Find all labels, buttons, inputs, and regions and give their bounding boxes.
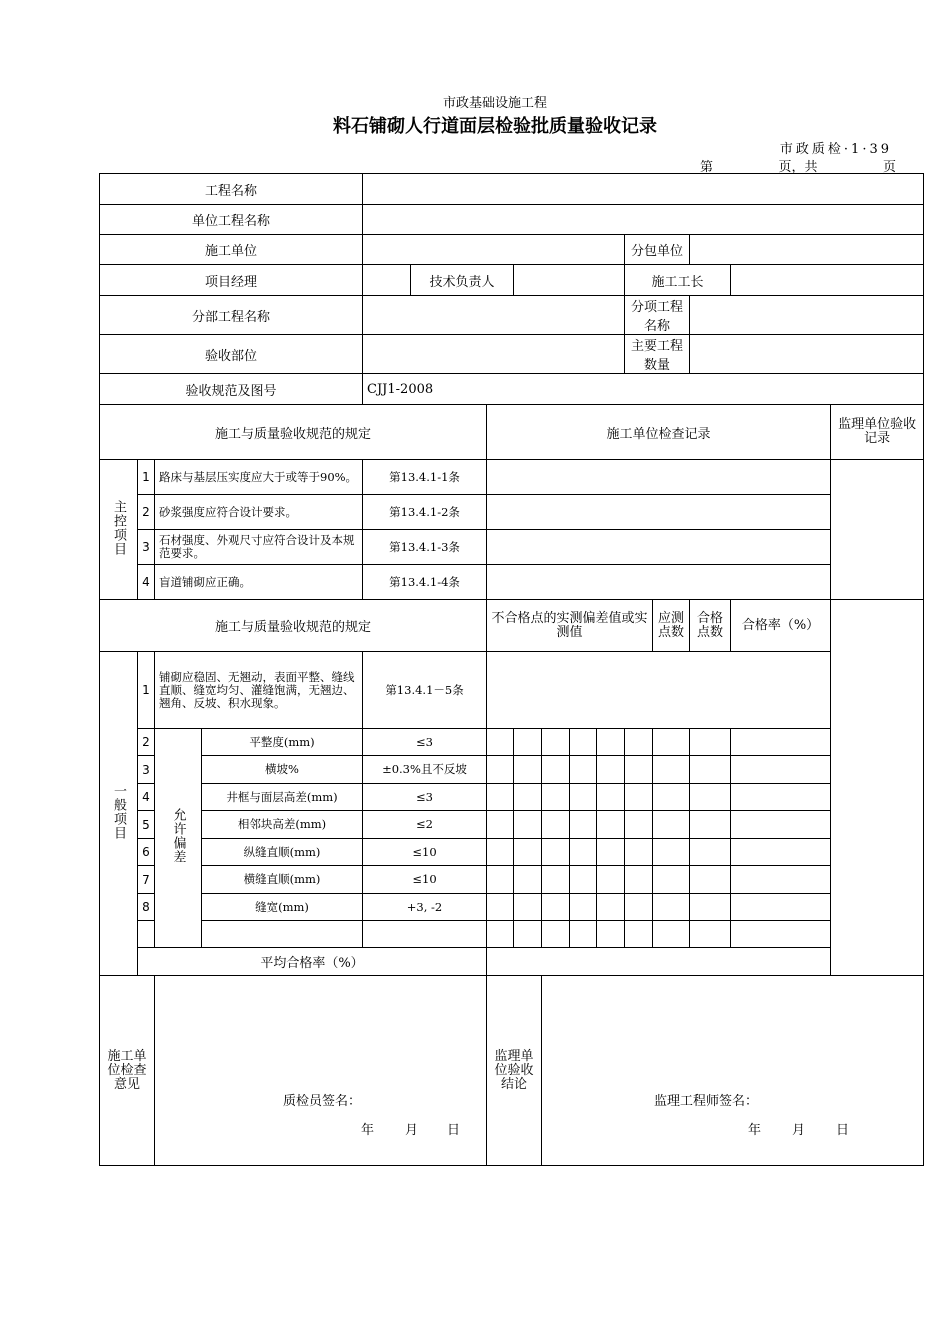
main-item-clause: 第13.4.1-2条 xyxy=(363,495,487,530)
label-project-manager: 项目经理 xyxy=(100,265,363,296)
main-item-record[interactable] xyxy=(487,495,831,530)
measure-cell[interactable] xyxy=(570,839,597,866)
tolerance-item-name: 平整度(mm) xyxy=(202,729,363,756)
measure-cell[interactable] xyxy=(570,894,597,921)
constructor-month: 月 xyxy=(405,1123,419,1138)
tolerance-item-no: 6 xyxy=(138,839,155,866)
value-project-manager[interactable] xyxy=(363,265,411,296)
main-item-record[interactable] xyxy=(487,460,831,495)
pass-cell[interactable] xyxy=(690,784,731,811)
points-cell[interactable] xyxy=(653,811,690,839)
inspector-sign-label: 质检员签名： xyxy=(283,1094,362,1109)
average-rate-value[interactable] xyxy=(487,948,831,976)
points-cell[interactable] xyxy=(653,894,690,921)
value-construction-unit[interactable] xyxy=(363,235,625,265)
pass-cell[interactable] xyxy=(690,921,731,948)
measure-cell[interactable] xyxy=(597,729,625,756)
tolerance-item-no: 5 xyxy=(138,811,155,839)
label-subcontractor: 分包单位 xyxy=(625,235,690,265)
constructor-day: 日 xyxy=(447,1123,461,1138)
pass-cell[interactable] xyxy=(690,756,731,784)
tolerance-item-value-blank[interactable] xyxy=(363,921,487,948)
label-division: 分部工程名称 xyxy=(100,296,363,335)
value-standard[interactable]: CJJ1-2008 xyxy=(363,374,924,405)
measure-cell[interactable] xyxy=(625,784,653,811)
measure-cell[interactable] xyxy=(542,756,570,784)
measure-cell[interactable] xyxy=(542,729,570,756)
main-item-no: 1 xyxy=(138,460,155,495)
general-item-record[interactable] xyxy=(487,652,831,729)
rate-cell[interactable] xyxy=(731,811,831,839)
measure-cell[interactable] xyxy=(514,756,542,784)
tolerance-item-no: 3 xyxy=(138,756,155,784)
general-spec-header: 施工与质量验收规范的规定 xyxy=(100,600,487,652)
main-supervisor-record[interactable] xyxy=(831,460,924,600)
points-cell[interactable] xyxy=(653,756,690,784)
tolerance-item-value: ≤10 xyxy=(363,866,487,894)
supervisor-day: 日 xyxy=(836,1123,850,1138)
measure-cell[interactable] xyxy=(625,921,653,948)
measure-cell[interactable] xyxy=(487,811,514,839)
measure-cell[interactable] xyxy=(542,839,570,866)
constructor-opinion-label: 施工单位检查意见 xyxy=(100,976,155,1166)
average-rate-label: 平均合格率（%） xyxy=(138,948,487,976)
measure-cell[interactable] xyxy=(625,839,653,866)
label-construction-unit: 施工单位 xyxy=(100,235,363,265)
tolerance-item-value: ≤3 xyxy=(363,784,487,811)
measure-cell[interactable] xyxy=(542,866,570,894)
main-item-text: 盲道铺砌应正确。 xyxy=(155,565,363,600)
constructor-year: 年 xyxy=(361,1123,375,1138)
label-project-name: 工程名称 xyxy=(100,174,363,205)
rate-cell[interactable] xyxy=(731,866,831,894)
measure-cell[interactable] xyxy=(597,866,625,894)
measure-cell[interactable] xyxy=(570,729,597,756)
main-item-record[interactable] xyxy=(487,530,831,565)
measure-cell[interactable] xyxy=(487,756,514,784)
measure-cell[interactable] xyxy=(487,866,514,894)
main-item-no: 3 xyxy=(138,530,155,565)
label-foreman: 施工工长 xyxy=(625,265,731,296)
measure-cell[interactable] xyxy=(514,921,542,948)
constructor-opinion-area[interactable] xyxy=(155,976,487,1166)
value-acceptance-part[interactable] xyxy=(363,335,625,374)
measure-cell[interactable] xyxy=(514,866,542,894)
main-item-no: 2 xyxy=(138,495,155,530)
measure-cell[interactable] xyxy=(570,811,597,839)
main-item-clause: 第13.4.1-4条 xyxy=(363,565,487,600)
engineer-sign-label: 监理工程师签名： xyxy=(654,1094,759,1109)
value-division[interactable] xyxy=(363,296,625,335)
value-foreman[interactable] xyxy=(731,265,924,296)
form-code: 市政质检·1·39 xyxy=(779,142,892,157)
tolerance-item-no: 2 xyxy=(138,729,155,756)
pass-cell[interactable] xyxy=(690,811,731,839)
measure-cell[interactable] xyxy=(570,866,597,894)
rate-cell[interactable] xyxy=(731,839,831,866)
general-item-no: 1 xyxy=(138,652,155,729)
pass-cell[interactable] xyxy=(690,866,731,894)
measure-cell[interactable] xyxy=(597,784,625,811)
supervisor-header: 监理单位验收记录 xyxy=(831,405,924,460)
measure-cell[interactable] xyxy=(570,784,597,811)
general-group-label: 一般项目 xyxy=(100,652,138,976)
tolerance-item-value: ≤3 xyxy=(363,729,487,756)
pass-header: 合格点数 xyxy=(690,600,731,652)
tolerance-item-no: 4 xyxy=(138,784,155,811)
pass-cell[interactable] xyxy=(690,894,731,921)
measure-cell[interactable] xyxy=(597,921,625,948)
value-subitem[interactable] xyxy=(690,296,924,335)
main-item-text: 砂浆强度应符合设计要求。 xyxy=(155,495,363,530)
tolerance-item-name: 横缝直顺(mm) xyxy=(202,866,363,894)
pass-cell[interactable] xyxy=(690,729,731,756)
page-di: 第 xyxy=(700,160,714,175)
measure-cell[interactable] xyxy=(597,894,625,921)
measure-cell[interactable] xyxy=(542,894,570,921)
measure-cell[interactable] xyxy=(597,811,625,839)
tolerance-item-name-blank[interactable] xyxy=(202,921,363,948)
supervisor-conclusion-area[interactable] xyxy=(542,976,924,1166)
measure-cell[interactable] xyxy=(514,811,542,839)
measure-cell[interactable] xyxy=(514,839,542,866)
page-end: 页 xyxy=(882,160,896,175)
measure-cell[interactable] xyxy=(487,894,514,921)
points-cell[interactable] xyxy=(653,866,690,894)
measure-cell[interactable] xyxy=(542,784,570,811)
tolerance-item-name: 井框与面层高差(mm) xyxy=(202,784,363,811)
tolerance-item-name: 纵缝直顺(mm) xyxy=(202,839,363,866)
measure-cell[interactable] xyxy=(625,894,653,921)
main-item-text: 石材强度、外观尺寸应符合设计及本规范要求。 xyxy=(155,530,363,565)
measure-cell[interactable] xyxy=(514,894,542,921)
points-cell[interactable] xyxy=(653,921,690,948)
tolerance-item-name: 缝宽(mm) xyxy=(202,894,363,921)
measure-cell[interactable] xyxy=(487,839,514,866)
main-item-record[interactable] xyxy=(487,565,831,600)
general-supervisor-record[interactable] xyxy=(831,600,924,976)
rate-cell[interactable] xyxy=(731,894,831,921)
measure-cell[interactable] xyxy=(487,921,514,948)
measure-cell[interactable] xyxy=(514,729,542,756)
points-cell[interactable] xyxy=(653,839,690,866)
supervisor-month: 月 xyxy=(792,1123,806,1138)
measure-cell[interactable] xyxy=(514,784,542,811)
measure-cell[interactable] xyxy=(487,784,514,811)
tolerance-label: 允许偏差 xyxy=(155,729,202,948)
tolerance-item-value: +3, -2 xyxy=(363,894,487,921)
main-spec-header: 施工与质量验收规范的规定 xyxy=(100,405,487,460)
tolerance-item-name: 横坡% xyxy=(202,756,363,784)
main-group-label: 主控项目 xyxy=(100,460,138,600)
general-item-text: 铺砌应稳固、无翘动，表面平整、缝线直顺、缝宽均匀、灌缝饱满，无翘边、翘角、反坡、积水现象。 xyxy=(155,652,363,729)
points-cell[interactable] xyxy=(653,729,690,756)
measure-cell[interactable] xyxy=(625,756,653,784)
rate-cell[interactable] xyxy=(731,784,831,811)
value-project-name[interactable] xyxy=(363,174,924,205)
value-unit-project[interactable] xyxy=(363,205,924,235)
measure-cell[interactable] xyxy=(487,729,514,756)
form-subtitle: 市政基础设施工程 xyxy=(442,96,547,111)
main-item-clause: 第13.4.1-3条 xyxy=(363,530,487,565)
measure-cell[interactable] xyxy=(625,729,653,756)
measure-cell[interactable] xyxy=(625,811,653,839)
label-main-quantity: 主要工程数量 xyxy=(625,335,690,374)
form-title: 料石铺砌人行道面层检验批质量验收记录 xyxy=(333,116,657,137)
points-header: 应测点数 xyxy=(653,600,690,652)
rate-cell[interactable] xyxy=(731,756,831,784)
acceptance-form-table xyxy=(99,173,924,1166)
rate-cell[interactable] xyxy=(731,729,831,756)
main-record-header: 施工单位检查记录 xyxy=(487,405,831,460)
measure-cell[interactable] xyxy=(570,921,597,948)
measure-cell[interactable] xyxy=(542,921,570,948)
rate-header: 合格率（%） xyxy=(731,600,831,652)
label-tech-leader: 技术负责人 xyxy=(411,265,514,296)
label-unit-project: 单位工程名称 xyxy=(100,205,363,235)
value-tech-leader[interactable] xyxy=(514,265,625,296)
measure-cell[interactable] xyxy=(625,866,653,894)
label-acceptance-part: 验收部位 xyxy=(100,335,363,374)
supervisor-year: 年 xyxy=(748,1123,762,1138)
tolerance-item-no-blank xyxy=(138,921,155,948)
measure-cell[interactable] xyxy=(597,756,625,784)
tolerance-item-value: ≤2 xyxy=(363,811,487,839)
deviation-header: 不合格点的实测偏差值或实测值 xyxy=(487,600,653,652)
main-item-no: 4 xyxy=(138,565,155,600)
page-ye: 页，共 xyxy=(778,160,818,175)
tolerance-item-no: 8 xyxy=(138,894,155,921)
tolerance-item-name: 相邻块高差(mm) xyxy=(202,811,363,839)
label-standard: 验收规范及图号 xyxy=(100,374,363,405)
tolerance-item-value: ±0.3%且不反坡 xyxy=(363,756,487,784)
main-item-text: 路床与基层压实度应大于或等于90%。 xyxy=(155,460,363,495)
supervisor-conclusion-label: 监理单位验收结论 xyxy=(487,976,542,1166)
tolerance-item-no: 7 xyxy=(138,866,155,894)
measure-cell[interactable] xyxy=(542,811,570,839)
measure-cell[interactable] xyxy=(570,756,597,784)
main-item-clause: 第13.4.1-1条 xyxy=(363,460,487,495)
tolerance-item-value: ≤10 xyxy=(363,839,487,866)
value-subcontractor[interactable] xyxy=(690,235,924,265)
points-cell[interactable] xyxy=(653,784,690,811)
measure-cell[interactable] xyxy=(597,839,625,866)
value-main-quantity[interactable] xyxy=(690,335,924,374)
general-item-clause: 第13.4.1－5条 xyxy=(363,652,487,729)
pass-cell[interactable] xyxy=(690,839,731,866)
label-subitem: 分项工程名称 xyxy=(625,296,690,335)
rate-cell[interactable] xyxy=(731,921,831,948)
